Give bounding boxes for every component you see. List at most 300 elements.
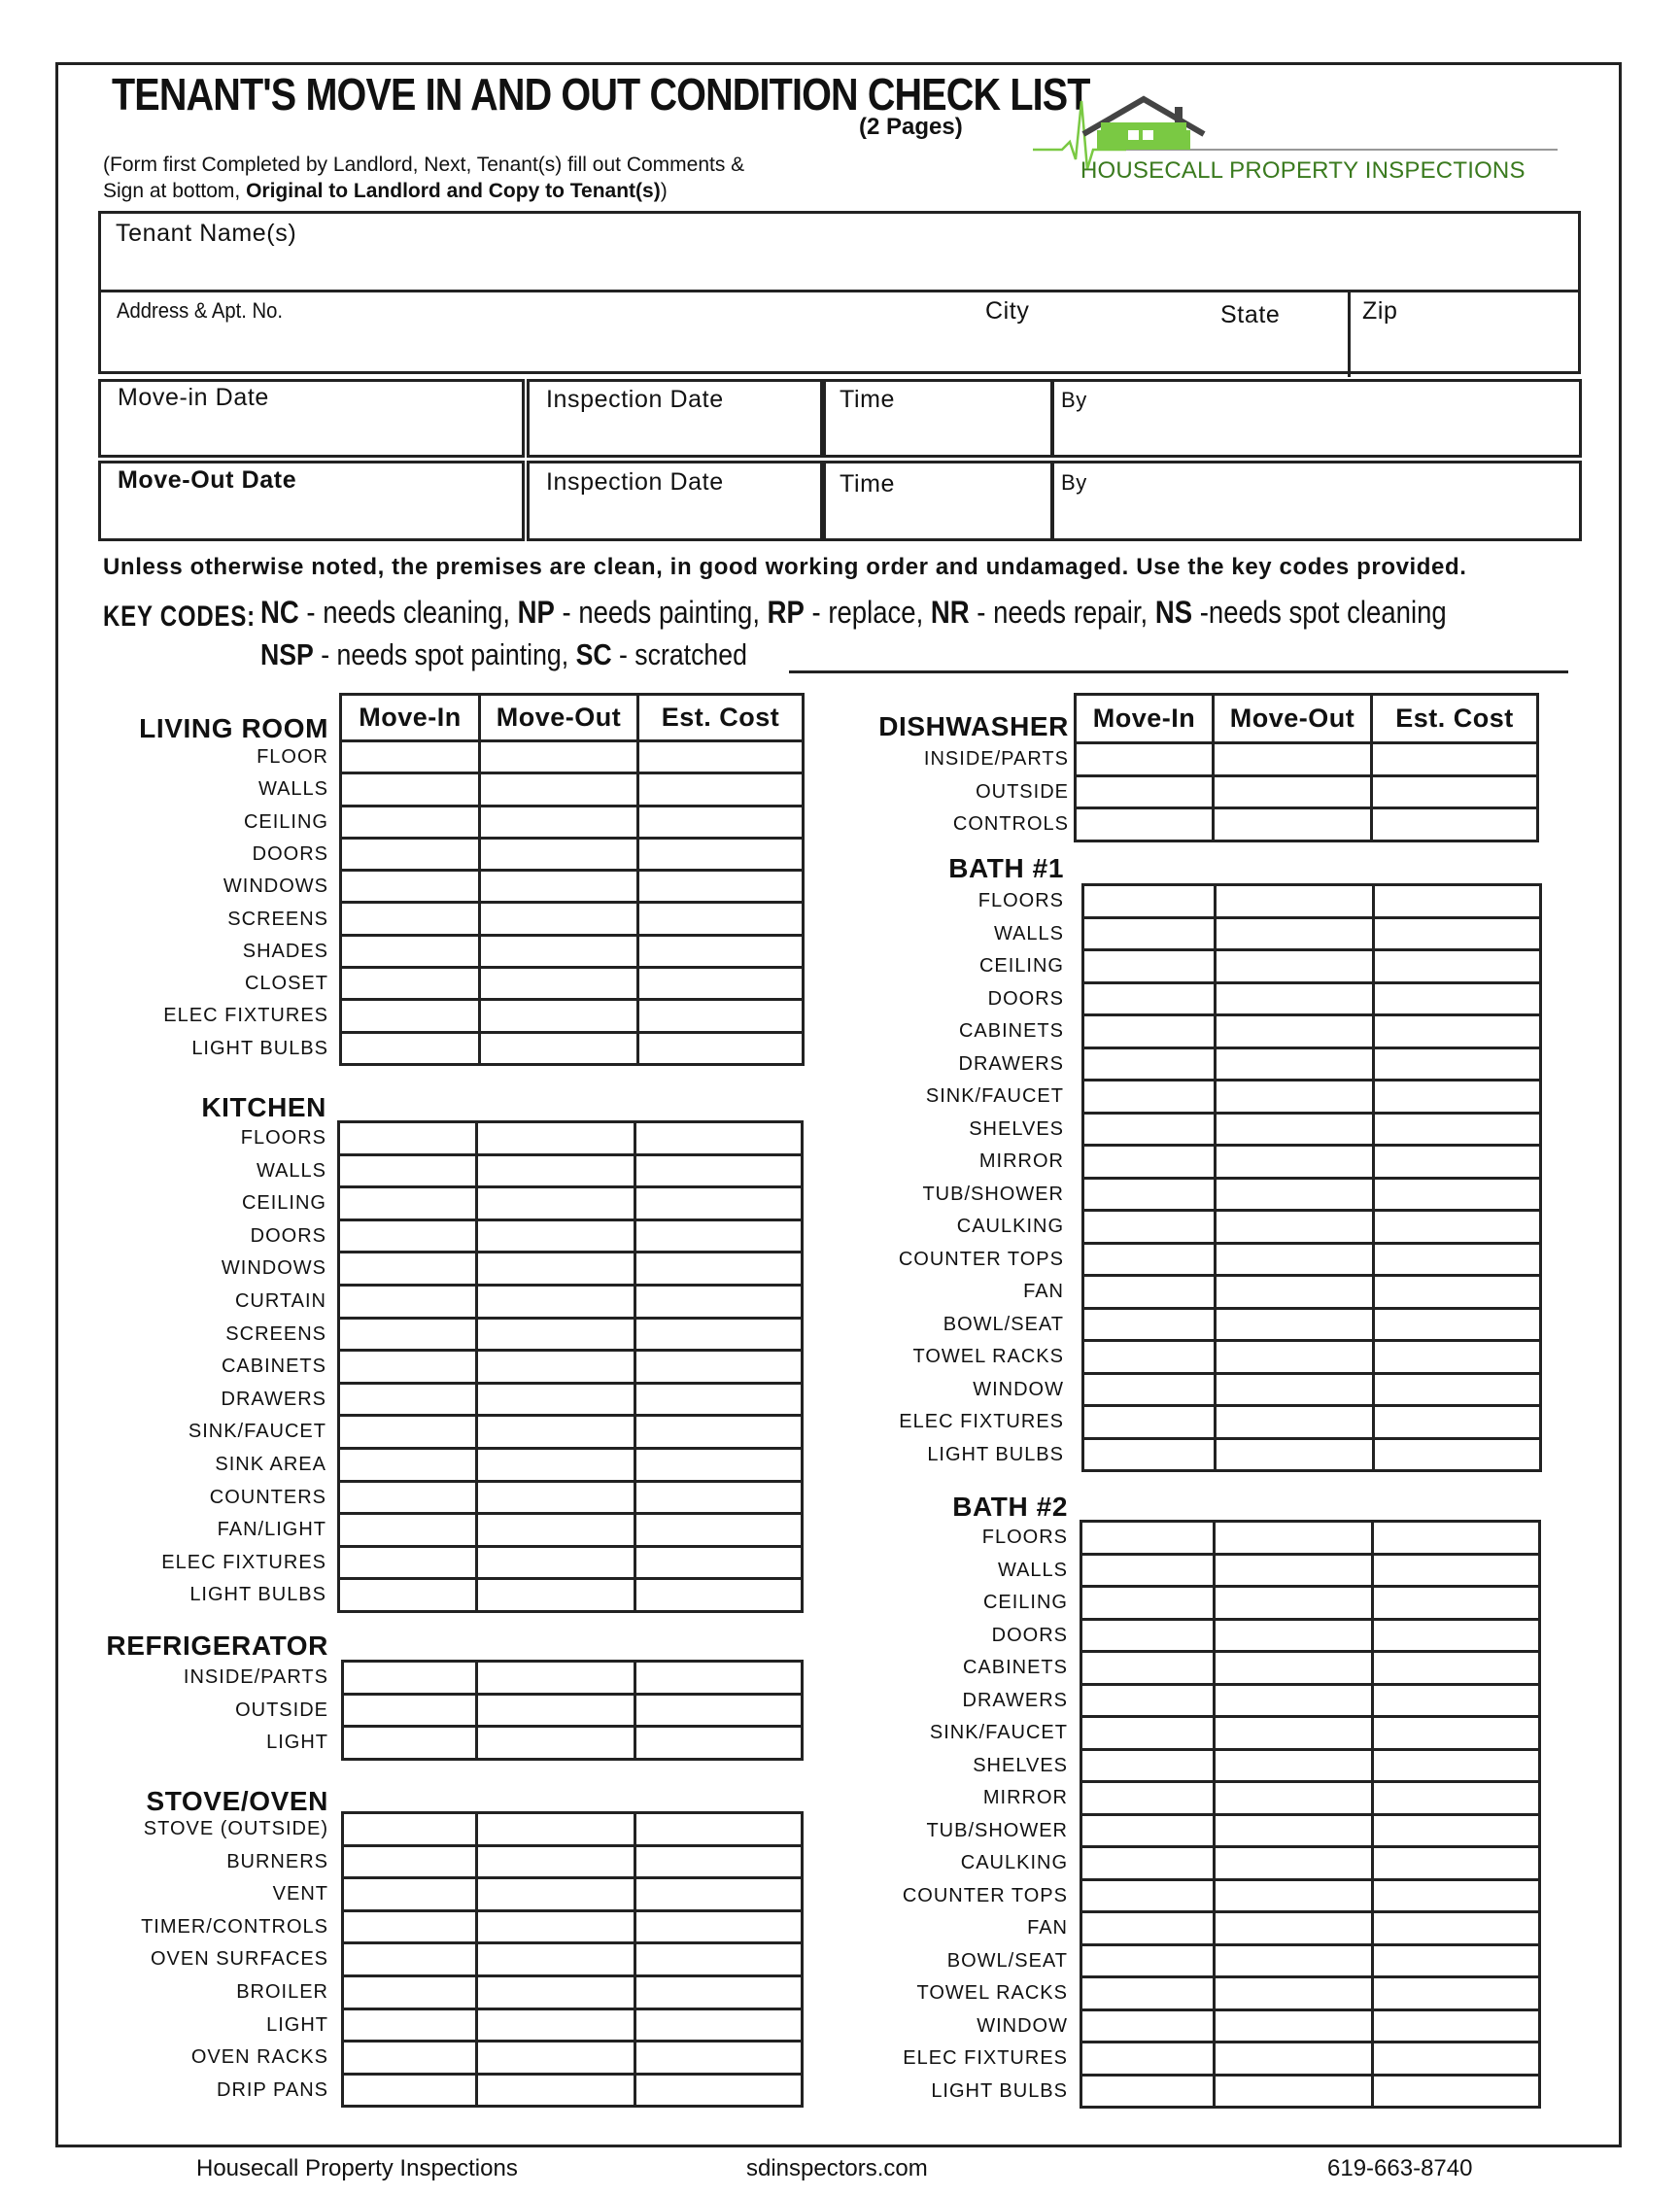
checklist-cell[interactable] [1083,1178,1216,1211]
checklist-cell[interactable] [1081,1652,1215,1685]
checklist-cell[interactable] [1372,775,1538,808]
checklist-cell[interactable] [1083,917,1216,950]
checklist-cell[interactable] [343,1845,477,1878]
checklist-cell[interactable] [1083,1308,1216,1341]
checklist-cell[interactable] [1083,1047,1216,1081]
checklist-cell[interactable] [341,806,480,838]
checklist-cell[interactable] [1215,1749,1373,1782]
checklist-cell[interactable] [1215,1652,1373,1685]
row-label: TUB/SHOWER [922,1183,1064,1205]
checklist-cell[interactable] [1081,1847,1215,1880]
row-label: CEILING [978,955,1064,977]
table-row [343,1662,803,1695]
checklist-cell[interactable] [635,1845,803,1878]
checklist-cell[interactable] [635,2074,803,2107]
checklist-cell[interactable] [1215,1814,1373,1847]
checklist-cell[interactable] [1374,1341,1541,1374]
checklist-cell[interactable] [1373,1814,1540,1847]
checklist-cell[interactable] [343,2074,477,2107]
checklist-cell[interactable] [635,1318,803,1351]
checklist-cell[interactable] [477,1253,635,1286]
checklist-cell[interactable] [1215,1977,1373,2010]
checklist-cell[interactable] [1081,1814,1215,1847]
checklist-cell[interactable] [1083,1081,1216,1114]
checklist-cell[interactable] [1374,885,1541,918]
checklist-cell[interactable] [638,935,804,967]
checklist-cell[interactable] [341,871,480,903]
checklist-cell[interactable] [1373,1619,1540,1652]
checklist-cell[interactable] [638,806,804,838]
checklist-cell[interactable] [339,1219,477,1253]
checklist-cell[interactable] [1216,1113,1374,1146]
checklist-cell[interactable] [339,1253,477,1286]
checklist-cell[interactable] [1373,1977,1540,2010]
table-row [339,1579,803,1612]
checklist-cell[interactable] [339,1546,477,1579]
checklist-cell[interactable] [339,1416,477,1449]
checklist-cell[interactable] [638,838,804,870]
checklist-cell[interactable] [1372,808,1538,841]
checklist-cell[interactable] [1083,1015,1216,1048]
checklist-cell[interactable] [1374,950,1541,983]
checklist-cell[interactable] [1374,1438,1541,1471]
checklist-cell[interactable] [480,838,638,870]
instructions-line-2-text: Sign at bottom, [103,180,247,202]
checklist-cell[interactable] [638,1000,804,1032]
checklist-cell[interactable] [1216,1373,1374,1406]
table-row [339,1448,803,1481]
checklist-cell[interactable] [635,2008,803,2042]
checklist-cell[interactable] [1374,1113,1541,1146]
checklist-cell[interactable] [1081,2009,1215,2043]
row-label: SINK/FAUCET [188,1421,326,1443]
checklist-cell[interactable] [1081,1944,1215,1977]
checklist-cell[interactable] [1374,1211,1541,1244]
checklist-cell[interactable] [1215,1717,1373,1750]
table-row [343,1694,803,1727]
checklist-cell[interactable] [343,1975,477,2008]
checklist-cell[interactable] [1216,1243,1374,1276]
checklist-cell[interactable] [477,2074,635,2107]
checklist-cell[interactable] [1216,1047,1374,1081]
checklist-cell[interactable] [1076,775,1214,808]
checklist-cell[interactable] [477,1448,635,1481]
checklist-cell[interactable] [1216,1211,1374,1244]
checklist-cell[interactable] [477,1351,635,1384]
checklist-cell[interactable] [1215,1879,1373,1912]
city-field[interactable]: City [985,297,1030,325]
key-code-np-desc: - needs painting, [554,595,768,630]
checklist-cell[interactable] [1081,1554,1215,1587]
move-in-by-field[interactable]: By [1061,388,1087,412]
checklist-cell[interactable] [477,1481,635,1514]
checklist-cell[interactable] [1083,1146,1216,1179]
checklist-cell[interactable] [1374,1276,1541,1309]
checklist-cell[interactable] [339,1187,477,1220]
checklist-cell[interactable] [480,871,638,903]
checklist-cell[interactable] [635,1481,803,1514]
checklist-cell[interactable] [477,1219,635,1253]
checklist-cell[interactable] [1215,1847,1373,1880]
checklist-cell[interactable] [1214,808,1372,841]
checklist-cell[interactable] [1373,1652,1540,1685]
checklist-cell[interactable] [477,1416,635,1449]
checklist-cell[interactable] [341,773,480,806]
checklist-cell[interactable] [1374,1308,1541,1341]
checklist-cell[interactable] [1373,1717,1540,1750]
checklist-cell[interactable] [343,1878,477,1911]
checklist-cell[interactable] [1373,2009,1540,2043]
checklist-cell[interactable] [635,1943,803,1976]
checklist-cell[interactable] [635,1154,803,1187]
checklist-cell[interactable] [1083,1276,1216,1309]
checklist-cell[interactable] [635,1122,803,1155]
checklist-cell[interactable] [477,2042,635,2075]
checklist-cell[interactable] [638,903,804,935]
checklist-cell[interactable] [1372,743,1538,776]
checklist-cell[interactable] [635,1383,803,1416]
checklist-cell[interactable] [638,1032,804,1064]
checklist-cell[interactable] [341,741,480,773]
key-code-sc-desc: - scratched [611,637,747,671]
state-field[interactable]: State [1220,301,1281,328]
table-row [339,1219,803,1253]
address-field[interactable]: Address & Apt. No. [117,298,284,323]
checklist-cell[interactable] [1215,1944,1373,1977]
checklist-cell[interactable] [480,1000,638,1032]
checklist-cell[interactable] [635,1416,803,1449]
checklist-cell[interactable] [635,1219,803,1253]
checklist-cell[interactable] [341,935,480,967]
checklist-cell[interactable] [343,1910,477,1943]
row-label: SCREENS [225,1322,326,1345]
checklist-cell[interactable] [1215,1684,1373,1717]
checklist-cell[interactable] [635,1546,803,1579]
checklist-cell[interactable] [1373,1847,1540,1880]
row-label: OUTSIDE [976,780,1069,803]
move-out-time-field[interactable]: Time [840,470,896,498]
checklist-cell[interactable] [477,1514,635,1547]
key-code-nr-desc: - needs repair, [969,595,1155,630]
checklist-cell[interactable] [477,1383,635,1416]
key-code-np: NP [517,595,555,630]
checklist-cell[interactable] [1374,1146,1541,1179]
checklist-cell[interactable] [1216,1276,1374,1309]
checklist-cell[interactable] [477,1546,635,1579]
checklist-cell[interactable] [635,1694,803,1727]
checklist-cell[interactable] [1083,1373,1216,1406]
checklist-cell[interactable] [635,1910,803,1943]
checklist-cell[interactable] [477,1318,635,1351]
checklist-cell[interactable] [1373,1912,1540,1945]
checklist-cell[interactable] [1373,1782,1540,1815]
checklist-cell[interactable] [1083,982,1216,1015]
table-row [341,871,804,903]
checklist-cell[interactable] [1081,1717,1215,1750]
checklist-cell[interactable] [1216,950,1374,983]
move-in-time-field[interactable]: Time [840,386,896,413]
checklist-cell[interactable] [1373,1749,1540,1782]
key-codes-label: KEY CODES: [103,601,256,633]
key-code-nc: NC [260,595,299,630]
checklist-cell[interactable] [339,1318,477,1351]
move-in-by-box [1051,379,1582,458]
key-code-nsp-desc: - needs spot painting, [313,637,576,671]
checklist-cell[interactable] [1081,2075,1215,2108]
checklist-cell[interactable] [343,1694,477,1727]
table-row [339,1285,803,1318]
checklist-cell[interactable] [477,1187,635,1220]
checklist-cell[interactable] [1215,2075,1373,2108]
checklist-cell[interactable] [1215,1522,1373,1555]
checklist-cell[interactable] [1374,1243,1541,1276]
checklist-cell[interactable] [638,773,804,806]
table-row [1081,2043,1540,2076]
row-label: WINDOW [973,1378,1064,1400]
table-row [343,1975,803,2008]
checklist-cell[interactable] [1216,982,1374,1015]
checklist-cell[interactable] [477,1662,635,1695]
table-row [1081,1847,1540,1880]
checklist-cell[interactable] [1216,885,1374,918]
checklist-cell[interactable] [1374,982,1541,1015]
section-title: BATH #1 [948,853,1064,883]
checklist-cell[interactable] [480,935,638,967]
checklist-cell[interactable] [339,1481,477,1514]
checklist-cell[interactable] [477,1975,635,2008]
move-out-by-field[interactable]: By [1061,470,1087,495]
row-label: SINK/FAUCET [929,1722,1068,1743]
checklist-cell[interactable] [477,2008,635,2042]
checklist-cell[interactable] [1081,1749,1215,1782]
checklist-cell[interactable] [1216,1438,1374,1471]
checklist-cell[interactable] [1081,2043,1215,2076]
table-row [341,1032,804,1064]
move-in-inspection-date-field[interactable]: Inspection Date [546,386,724,413]
checklist-cell[interactable] [1216,1341,1374,1374]
checklist-cell[interactable] [339,1351,477,1384]
table-row [339,1351,803,1384]
checklist-cell[interactable] [1374,1178,1541,1211]
checklist-cell[interactable] [1215,2009,1373,2043]
checklist-cell[interactable] [1076,743,1214,776]
row-label: TIMER/CONTROLS [141,1915,328,1938]
row-label: OVEN RACKS [190,2046,328,2069]
checklist-cell[interactable] [339,1448,477,1481]
table-row [1081,2075,1540,2108]
checklist-cell[interactable] [480,741,638,773]
checklist-cell[interactable] [1081,1684,1215,1717]
checklist-cell[interactable] [343,2042,477,2075]
row-label: WALLS [257,778,328,801]
row-label: OVEN SURFACES [150,1948,328,1971]
checklist-cell[interactable] [1083,1438,1216,1471]
checklist-cell[interactable] [1216,1146,1374,1179]
table-row [339,1481,803,1514]
zip-field[interactable]: Zip [1362,297,1398,325]
checklist-cell[interactable] [1373,1522,1540,1555]
checklist-cell[interactable] [1373,1879,1540,1912]
checklist-cell[interactable] [1081,1587,1215,1620]
checklist-cell[interactable] [1083,1211,1216,1244]
checklist-cell[interactable] [1081,1522,1215,1555]
checklist-cell[interactable] [1081,1619,1215,1652]
checklist-cell[interactable] [343,2008,477,2042]
checklist-cell[interactable] [477,1727,635,1760]
move-in-date-field[interactable]: Move-in Date [118,384,269,411]
checklist-cell[interactable] [635,1727,803,1760]
checklist-cell[interactable] [343,1662,477,1695]
row-label: CONTROLS [952,813,1069,835]
checklist-cell[interactable] [638,741,804,773]
row-label: ELEC FIXTURES [899,1411,1064,1432]
checklist-cell[interactable] [480,806,638,838]
checklist-cell[interactable] [477,1579,635,1612]
checklist-cell[interactable] [339,1285,477,1318]
row-label: SHELVES [973,1754,1068,1776]
checklist-cell[interactable] [635,1187,803,1220]
checklist-cell[interactable] [477,1910,635,1943]
checklist-cell[interactable] [1081,1879,1215,1912]
checklist-cell[interactable] [1083,950,1216,983]
checklist-cell[interactable] [343,1813,477,1846]
table-row [1076,743,1538,776]
checklist-cell[interactable] [1076,808,1214,841]
checklist-cell[interactable] [1083,1406,1216,1439]
checklist-cell[interactable] [1216,1308,1374,1341]
checklist-cell[interactable] [1215,1912,1373,1945]
checklist-cell[interactable] [1214,743,1372,776]
checklist-cell[interactable] [1373,1684,1540,1717]
checklist-cell[interactable] [343,1727,477,1760]
checklist-cell[interactable] [635,1579,803,1612]
checklist-cell[interactable] [341,838,480,870]
checklist-cell[interactable] [339,1383,477,1416]
checklist-cell[interactable] [1215,1587,1373,1620]
checklist-cell[interactable] [339,1514,477,1547]
checklist-cell[interactable] [1373,2043,1540,2076]
checklist-cell[interactable] [1374,1015,1541,1048]
checklist-cell[interactable] [1215,1554,1373,1587]
checklist-cell[interactable] [1374,1047,1541,1081]
footer-website[interactable]: sdinspectors.com [746,2155,928,2181]
checklist-cell[interactable] [477,1285,635,1318]
table-row [1083,1373,1541,1406]
checklist-cell[interactable] [477,1845,635,1878]
checklist-cell[interactable] [635,1662,803,1695]
checklist-cell[interactable] [1374,917,1541,950]
checklist-cell[interactable] [1216,917,1374,950]
checklist-cell[interactable] [1214,775,1372,808]
table-row [339,1383,803,1416]
checklist-cell[interactable] [341,903,480,935]
checklist-cell[interactable] [635,1514,803,1547]
checklist-cell[interactable] [1083,885,1216,918]
checklist-cell[interactable] [635,1813,803,1846]
checklist-cell[interactable] [477,1122,635,1155]
checklist-cell[interactable] [635,1285,803,1318]
checklist-cell[interactable] [635,1351,803,1384]
checklist-cell[interactable] [477,1878,635,1911]
checklist-cell[interactable] [1373,1587,1540,1620]
checklist-cell[interactable] [1373,1554,1540,1587]
checklist-cell[interactable] [339,1122,477,1155]
row-label: ELEC FIXTURES [903,2047,1068,2069]
checklist-cell[interactable] [339,1579,477,1612]
row-label: CAULKING [960,1852,1068,1873]
checklist-cell[interactable] [341,1032,480,1064]
checklist-cell[interactable] [1081,1782,1215,1815]
table-row [1081,1587,1540,1620]
checklist-cell[interactable] [1216,1178,1374,1211]
checklist-cell[interactable] [1373,1944,1540,1977]
checklist-cell[interactable] [1216,1081,1374,1114]
checklist-cell[interactable] [635,1878,803,1911]
checklist-cell[interactable] [1215,1619,1373,1652]
form-instructions [103,152,744,204]
checklist-cell[interactable] [635,1975,803,2008]
table-row [1081,1977,1540,2010]
checklist-cell[interactable] [339,1154,477,1187]
row-label: LIGHT [266,1732,328,1753]
table-header-row [341,695,804,741]
section-title: LIVING ROOM [139,713,328,743]
checklist-cell[interactable] [1083,1113,1216,1146]
condition-notice: Unless otherwise noted, the premises are clean, in good working order and undamaged. Use the key codes provided. [103,554,1467,580]
checklist-cell[interactable] [635,2042,803,2075]
checklist-cell[interactable] [1083,1341,1216,1374]
checklist-cell[interactable] [477,1813,635,1846]
checklist-cell[interactable] [638,871,804,903]
row-label: SCREENS [227,908,328,930]
row-label: SHELVES [969,1117,1064,1140]
checklist-cell[interactable] [1215,2043,1373,2076]
checklist-cell[interactable] [477,1943,635,1976]
move-out-inspection-date-field[interactable]: Inspection Date [546,468,724,496]
tenant-names-field[interactable]: Tenant Name(s) [116,220,297,247]
checklist-cell[interactable] [341,968,480,1000]
checklist-cell[interactable] [1215,1782,1373,1815]
tenant-address-divider [101,290,1578,292]
checklist-cell[interactable] [1081,1977,1215,2010]
move-out-date-field[interactable]: Move-Out Date [118,466,297,494]
checklist-cell[interactable] [343,1943,477,1976]
key-code-rp: RP [767,595,805,630]
checklist-cell[interactable] [635,1448,803,1481]
checklist-cell[interactable] [480,903,638,935]
checklist-cell[interactable] [477,1694,635,1727]
row-label: COUNTERS [209,1486,326,1508]
table-row [1083,1341,1541,1374]
checklist-cell[interactable] [1374,1406,1541,1439]
checklist-cell[interactable] [1081,1912,1215,1945]
checklist-cell[interactable] [341,1000,480,1032]
checklist-cell[interactable] [1374,1373,1541,1406]
checklist-cell[interactable] [480,773,638,806]
checklist-cell[interactable] [1374,1081,1541,1114]
checklist-cell[interactable] [1216,1406,1374,1439]
checklist-cell[interactable] [635,1253,803,1286]
checklist-cell[interactable] [477,1154,635,1187]
instructions-line-2-bold: Original to Landlord and Copy to Tenant(s) [246,180,661,202]
checklist-cell[interactable] [1216,1015,1374,1048]
instructions-line-1: (Form first Completed by Landlord, Next, Tenant(s) fill out Comments & [103,154,745,176]
checklist-cell[interactable] [1083,1243,1216,1276]
checklist-cell[interactable] [1373,2075,1540,2108]
checklist-cell[interactable] [480,1032,638,1064]
checklist-cell[interactable] [480,968,638,1000]
checklist-cell[interactable] [638,968,804,1000]
